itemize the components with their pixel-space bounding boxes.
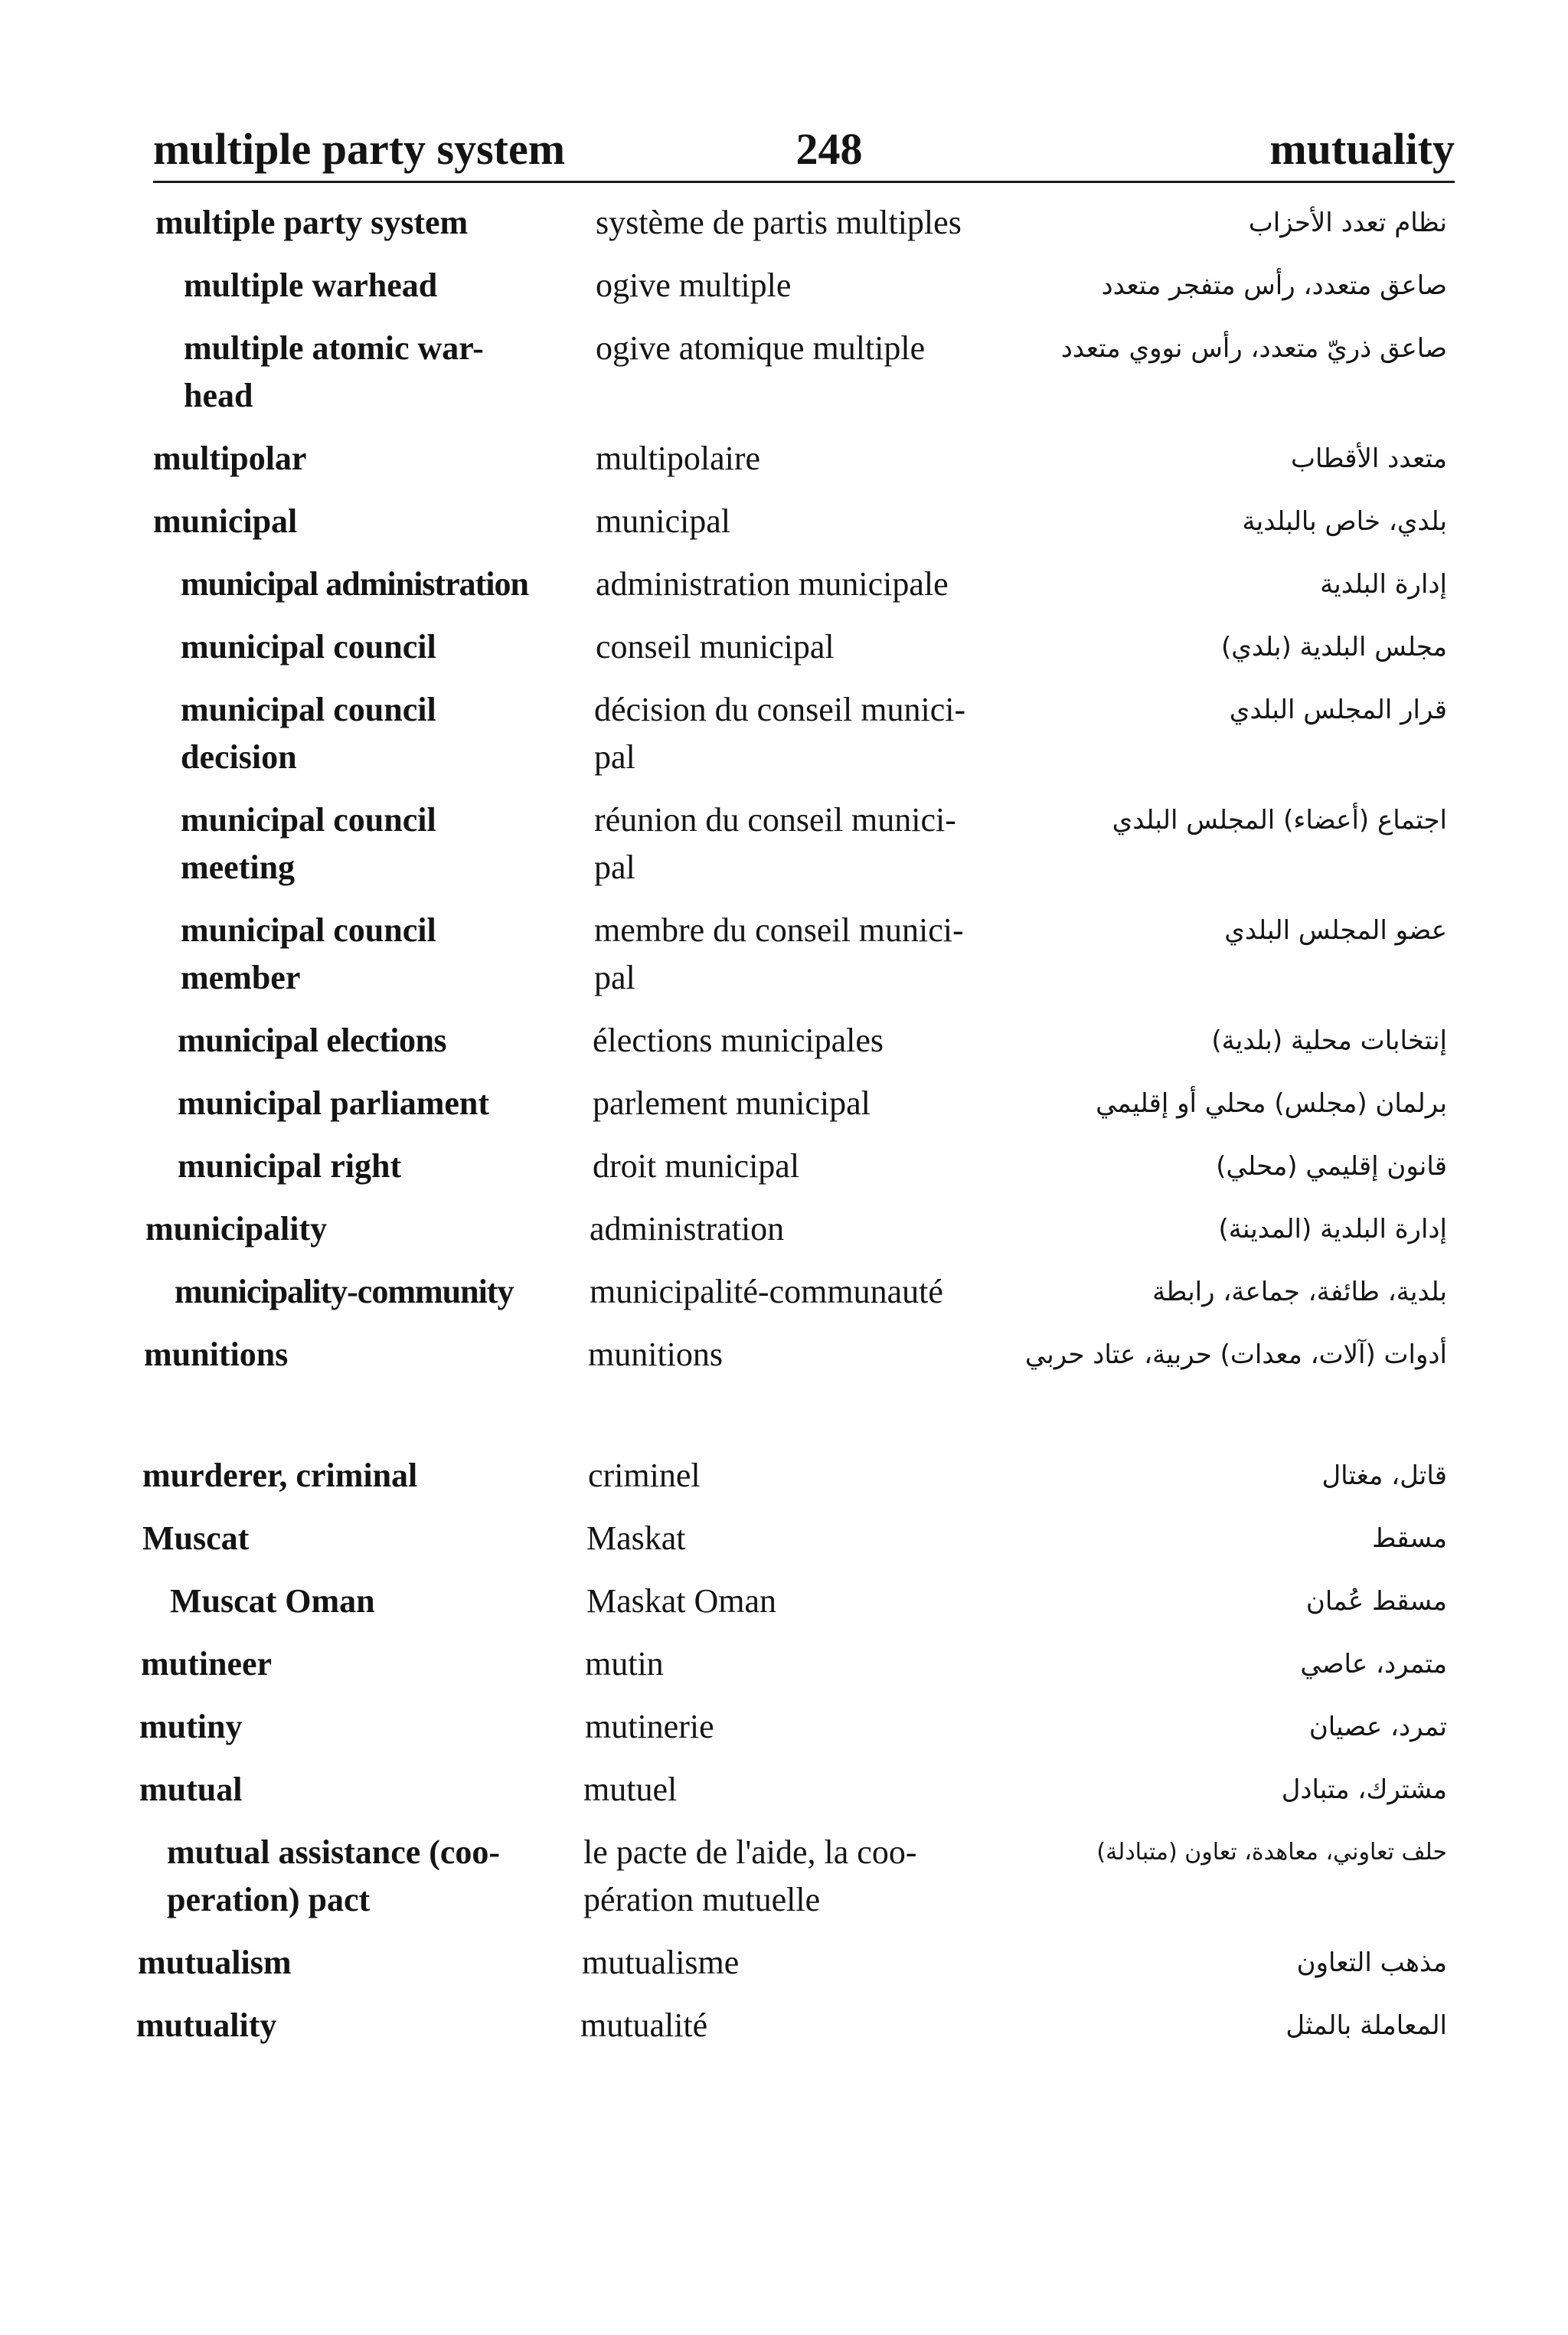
- english-term: mutual assistance (coo- peration) pact: [167, 1833, 501, 1918]
- french-term: droit municipal: [593, 1147, 800, 1185]
- english-term: municipal council decision: [181, 691, 436, 776]
- english-term: munitions: [144, 1336, 289, 1373]
- french-term: multipolaire: [596, 440, 761, 477]
- list-item: [0, 1009, 1568, 1072]
- english-term: municipal council member: [181, 911, 436, 996]
- english-term: municipal council: [181, 628, 436, 666]
- french-term: parlement municipal: [593, 1084, 871, 1122]
- list-item: [0, 1570, 1568, 1633]
- list-item: [0, 1323, 1568, 1434]
- french-term: municipal: [596, 502, 730, 540]
- french-term: administration municipale: [596, 565, 949, 603]
- french-term: mutualité: [580, 2006, 708, 2044]
- english-term: mutiny: [139, 1708, 243, 1745]
- french-term: élections municipales: [593, 1022, 884, 1059]
- french-term: conseil municipal: [596, 628, 835, 666]
- arabic-term: صاعق ذريّ متعدد، رأس نووي متعدد: [1060, 333, 1447, 364]
- list-item: [0, 679, 1568, 789]
- arabic-term: عضو المجلس البلدي: [1224, 915, 1447, 946]
- french-term: ogive atomique multiple: [596, 329, 926, 367]
- english-term: mutual: [139, 1771, 243, 1808]
- english-term: Muscat: [142, 1519, 250, 1557]
- header-first-entry: multiple party system: [153, 124, 566, 174]
- list-item: [0, 1135, 1568, 1198]
- english-term: multiple party system: [155, 204, 469, 241]
- list-item: [0, 899, 1568, 1009]
- french-term: décision du conseil munici- pal: [594, 691, 966, 776]
- arabic-term: أدوات (آلات، معدات) حربية، عتاد حربي: [1024, 1339, 1447, 1370]
- list-item: [0, 1444, 1568, 1507]
- list-item: [0, 1261, 1568, 1323]
- page-number: 248: [795, 124, 863, 174]
- arabic-term: إدارة البلدية: [1320, 569, 1447, 600]
- header-last-entry: mutuality: [1269, 124, 1455, 174]
- list-item: [0, 191, 1568, 254]
- arabic-term: مسقط عُمان: [1305, 1586, 1447, 1617]
- list-item: [0, 1198, 1568, 1261]
- french-term: mutin: [585, 1645, 664, 1683]
- french-term: réunion du conseil munici- pal: [594, 801, 956, 886]
- english-term: mutualism: [138, 1944, 292, 1981]
- arabic-term: اجتماع (أعضاء) المجلس البلدي: [1112, 805, 1447, 836]
- english-term: municipal council meeting: [181, 801, 436, 886]
- french-term: système de partis multiples: [596, 204, 962, 241]
- english-term: Muscat Oman: [170, 1582, 375, 1620]
- french-term: mutualisme: [582, 1944, 740, 1981]
- list-item: [0, 616, 1568, 679]
- list-item: [0, 1633, 1568, 1696]
- list-item: [0, 427, 1568, 490]
- french-term: criminel: [588, 1457, 701, 1494]
- english-term: municipal administration: [181, 565, 528, 603]
- english-term: multiple atomic war- head: [184, 329, 484, 414]
- arabic-term: قانون إقليمي (محلي): [1216, 1151, 1447, 1182]
- arabic-term: المعاملة بالمثل: [1285, 2010, 1447, 2041]
- arabic-term: مشترك، متبادل: [1281, 1774, 1447, 1805]
- page-header: [153, 121, 1455, 183]
- dictionary-entries: [0, 191, 1568, 2057]
- arabic-term: متعدد الأقطاب: [1290, 443, 1447, 474]
- arabic-term: قرار المجلس البلدي: [1229, 695, 1447, 725]
- list-item: [0, 317, 1568, 427]
- arabic-term: تمرد، عصيان: [1308, 1712, 1447, 1742]
- french-term: membre du conseil munici- pal: [594, 911, 964, 996]
- french-term: ogive multiple: [596, 267, 792, 304]
- english-term: multiple warhead: [184, 267, 438, 304]
- arabic-term: حلف تعاوني، معاهدة، تعاون (متبادلة): [1096, 1839, 1447, 1866]
- arabic-term: مجلس البلدية (بلدي): [1221, 632, 1447, 662]
- french-term: le pacte de l'aide, la coo- pération mutuelle: [583, 1833, 917, 1918]
- list-item: [0, 1696, 1568, 1758]
- french-term: Maskat Oman: [586, 1582, 777, 1620]
- arabic-term: إدارة البلدية (المدينة): [1218, 1214, 1447, 1244]
- arabic-term: بلدي، خاص بالبلدية: [1242, 506, 1447, 537]
- arabic-term: مسقط: [1371, 1523, 1447, 1554]
- list-item: [0, 1821, 1568, 1931]
- arabic-term: برلمان (مجلس) محلي أو إقليمي: [1096, 1088, 1447, 1119]
- french-term: mutuel: [583, 1771, 678, 1808]
- list-item: [0, 490, 1568, 553]
- arabic-term: قاتل، مغتال: [1321, 1460, 1447, 1491]
- english-term: municipal elections: [178, 1022, 447, 1059]
- arabic-term: متمرد، عاصي: [1300, 1649, 1447, 1679]
- french-term: municipalité-communauté: [590, 1273, 943, 1310]
- arabic-term: نظام تعدد الأحزاب: [1248, 208, 1447, 238]
- english-term: municipality-community: [175, 1273, 514, 1310]
- french-term: munitions: [588, 1336, 724, 1373]
- english-term: municipal: [153, 502, 298, 540]
- list-item: [0, 1507, 1568, 1570]
- arabic-term: صاعق متعدد، رأس متفجر متعدد: [1101, 270, 1447, 301]
- french-term: Maskat: [586, 1519, 686, 1557]
- list-item: [0, 1758, 1568, 1821]
- arabic-term: مذهب التعاون: [1296, 1947, 1447, 1978]
- english-term: municipality: [145, 1210, 328, 1248]
- list-item: [0, 254, 1568, 317]
- english-term: murderer, criminal: [142, 1457, 418, 1494]
- english-term: mutineer: [141, 1645, 273, 1683]
- english-term: mutuality: [136, 2006, 277, 2044]
- english-term: municipal parliament: [178, 1084, 490, 1122]
- arabic-term: بلدية، طائفة، جماعة، رابطة: [1152, 1277, 1447, 1307]
- list-item: [0, 1994, 1568, 2057]
- arabic-term: إنتخابات محلية (بلدية): [1211, 1025, 1447, 1056]
- list-item: [0, 789, 1568, 899]
- list-item: [0, 1072, 1568, 1135]
- french-term: administration: [590, 1210, 785, 1248]
- french-term: mutinerie: [585, 1708, 714, 1745]
- list-item: [0, 553, 1568, 616]
- english-term: multipolar: [153, 440, 307, 477]
- english-term: municipal right: [178, 1147, 402, 1185]
- list-item: [0, 1931, 1568, 1994]
